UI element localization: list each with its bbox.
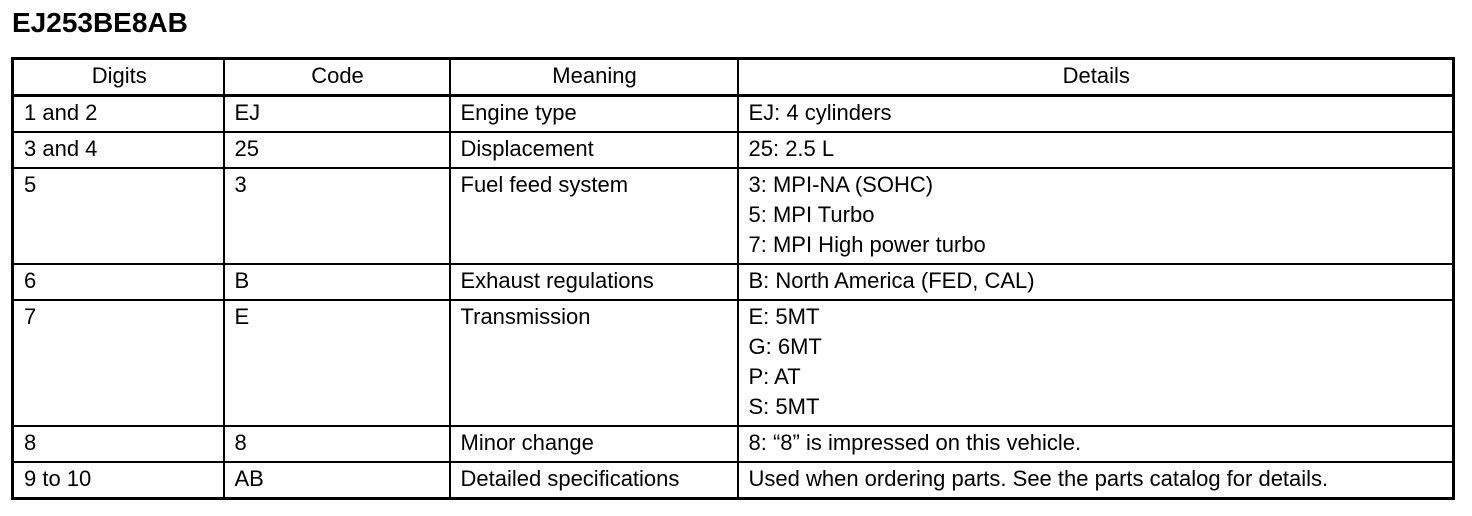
cell-details bbox=[738, 132, 1454, 168]
table-row bbox=[13, 132, 1454, 168]
details-line: 8: “8” is impressed on this vehicle. bbox=[748, 430, 1082, 455]
cell-details bbox=[738, 264, 1454, 300]
cell-code: 3 bbox=[224, 168, 450, 264]
cell-meaning: Fuel feed system bbox=[450, 168, 738, 264]
cell-code: B bbox=[224, 264, 450, 300]
table-row bbox=[13, 426, 1454, 462]
details-line: Used when ordering parts. See the parts catalog for details. bbox=[748, 466, 1329, 491]
cell-digits: 5 bbox=[13, 168, 224, 264]
cell-details bbox=[738, 300, 1454, 426]
cell-digits: 9 to 10 bbox=[13, 462, 224, 499]
cell-code: AB bbox=[224, 462, 450, 499]
details-line: 7: MPI High power turbo bbox=[748, 232, 986, 257]
cell-digits: 6 bbox=[13, 264, 224, 300]
table-row bbox=[13, 168, 1454, 264]
header-code: Code bbox=[224, 59, 450, 96]
table-row bbox=[13, 96, 1454, 133]
header-digits: Digits bbox=[13, 59, 224, 96]
details-line: E: 5MT bbox=[748, 304, 820, 329]
table-row bbox=[13, 462, 1454, 499]
table-row bbox=[13, 264, 1454, 300]
details-line: B: North America (FED, CAL) bbox=[748, 268, 1035, 293]
cell-code: 25 bbox=[224, 132, 450, 168]
details-line: EJ: 4 cylinders bbox=[748, 100, 892, 125]
table-header-row bbox=[13, 59, 1454, 96]
cell-meaning: Transmission bbox=[450, 300, 738, 426]
cell-code: 8 bbox=[224, 426, 450, 462]
cell-meaning: Minor change bbox=[450, 426, 738, 462]
header-details: Details bbox=[738, 59, 1454, 96]
details-line: G: 6MT bbox=[748, 334, 822, 359]
cell-digits: 1 and 2 bbox=[13, 96, 224, 133]
header-meaning: Meaning bbox=[450, 59, 738, 96]
table-row bbox=[13, 300, 1454, 426]
cell-meaning: Engine type bbox=[450, 96, 738, 133]
cell-details bbox=[738, 462, 1454, 499]
cell-digits: 7 bbox=[13, 300, 224, 426]
cell-meaning: Detailed specifications bbox=[450, 462, 738, 499]
cell-details bbox=[738, 426, 1454, 462]
cell-digits: 3 and 4 bbox=[13, 132, 224, 168]
engine-code-table bbox=[11, 57, 1455, 500]
details-line: 5: MPI Turbo bbox=[748, 202, 875, 227]
details-line: S: 5MT bbox=[748, 394, 820, 419]
details-line: P: AT bbox=[748, 364, 801, 389]
cell-code: E bbox=[224, 300, 450, 426]
details-line: 3: MPI-NA (SOHC) bbox=[748, 172, 934, 197]
cell-digits: 8 bbox=[13, 426, 224, 462]
details-line: 25: 2.5 L bbox=[748, 136, 835, 161]
cell-meaning: Displacement bbox=[450, 132, 738, 168]
cell-meaning: Exhaust regulations bbox=[450, 264, 738, 300]
cell-code: EJ bbox=[224, 96, 450, 133]
cell-details bbox=[738, 168, 1454, 264]
page-title: EJ253BE8AB bbox=[12, 7, 188, 38]
cell-details bbox=[738, 96, 1454, 133]
